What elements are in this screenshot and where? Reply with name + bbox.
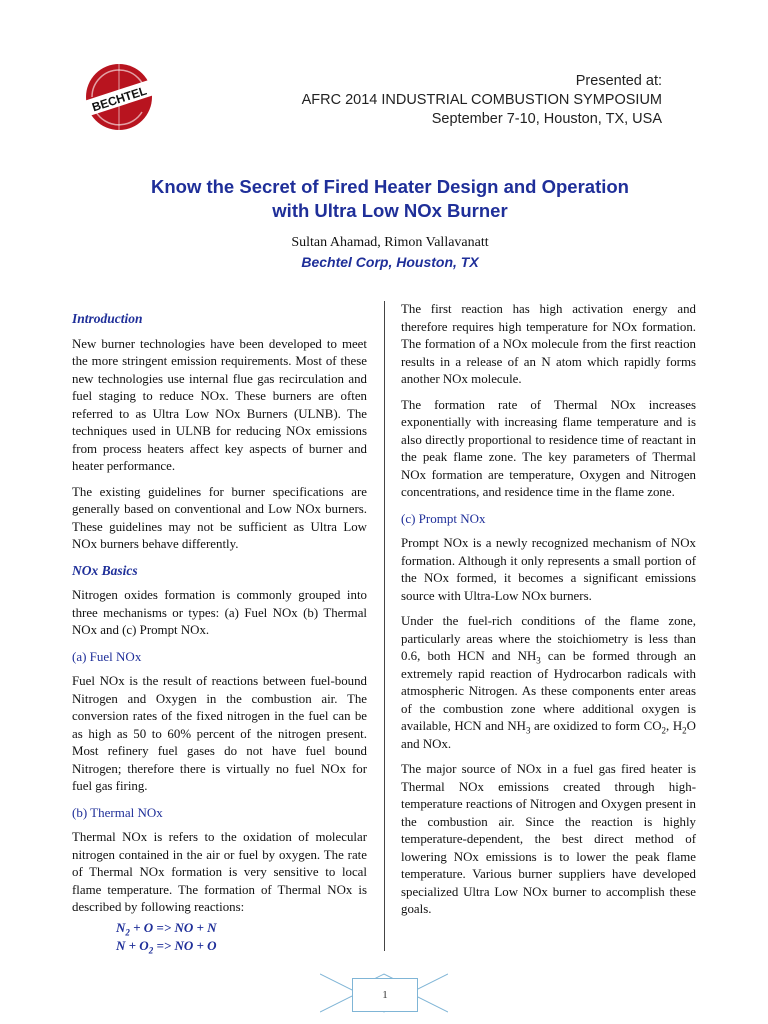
section-heading-nox-basics: NOx Basics — [72, 562, 138, 578]
paragraph: Thermal NOx is refers to the oxidation of molecular nitrogen contained in the air or fuel by oxygen. The rate of Thermal NOx formation is very sensitive to local flame temperature. The formation of Thermal NOx is described by following reactions: — [72, 830, 367, 914]
paragraph: Nitrogen oxides formation is commonly grouped into three mechanisms or types: (a) Fuel NOx (b) Thermal NOx and (c) Prompt NOx. — [72, 588, 367, 637]
symposium-name: AFRC 2014 INDUSTRIAL COMBUSTION SYMPOSIUM — [301, 92, 662, 108]
subsection-heading-fuel-nox: (a) Fuel NOx — [72, 648, 142, 664]
subsection-heading-thermal-nox: (b) Thermal NOx — [72, 804, 163, 820]
paragraph: The formation rate of Thermal NOx increases exponentially with increasing flame temperature and is also directly proportional to residence time of reactant in the peak flame zone. The key parameters of Thermal NOx formation are temperature, Oxygen and Nitrogen concentrations, and residence time in the flame zone. — [401, 397, 696, 499]
right-column — [401, 301, 696, 927]
affiliation: Bechtel Corp, Houston, TX — [301, 254, 479, 270]
paragraph: The major source of NOx in a fuel gas fired heater is Thermal NOx emissions created through high-temperature reactions of Nitrogen and Oxygen present in the combustion air. Since the reaction is highly temperature-dependent, the best direct method of lowering NOx emissions is to lower the peak flame temperature. Various burner suppliers have developed specialized Ultra Low NOx burner to accomplish these goals. — [401, 762, 696, 916]
presented-at-block — [302, 72, 662, 129]
paragraph: The first reaction has high activation energy and therefore requires high temperature for NOx formation. The formation of a NOx molecule from the first reaction results in a release of an N atom which rapidly forms another NOx molecule. — [401, 302, 696, 386]
paragraph: The existing guidelines for burner specifications are generally based on conventional and Low NOx burners. These guidelines may not be sufficient as Ultra Low NOx burners behave differently. — [72, 484, 367, 551]
paragraph-chemistry: Under the fuel-rich conditions of the flame zone, particularly areas where the stoichiometry is less than 0.6, both HCN and $NH_3$ can be formed through an extremely rapid reaction of Hydrocarbon radicals with atmospheric Nitrogen. As these components enter areas of the combustion zone where additional oxygen is available, HCN and $NH_3$ are oxidized to form $CO_2$, $H_2O$ and NOx. — [401, 614, 697, 751]
page-number: 1 — [352, 978, 418, 1012]
presented-at-label: Presented at: — [575, 73, 662, 89]
paragraph: New burner technologies have been developed to meet the more stringent emission requirements. Most of these new technologies use internal flue gas recirculation and fuel staging to reduce NOx. These burners are often referred to as Ultra Low NOx Burners (ULNB). The techniques used in ULNB for reducing NOx emissions from process heaters affect key aspects of burner and heater performance. — [72, 336, 367, 473]
reaction-equation-1: $N_2 + O$ => NO + N — [116, 919, 217, 938]
paper-title — [60, 175, 720, 223]
column-divider — [384, 301, 385, 951]
left-column — [72, 310, 367, 955]
reaction-equation-2: $N + O_2$ => NO + O — [116, 937, 217, 956]
symposium-date-location: September 7-10, Houston, TX, USA — [431, 111, 662, 127]
paragraph: Prompt NOx is a newly recognized mechanism of NOx formation. Although it only represents a small portion of the NOx formed, it becomes a significant emissions source with Ultra-Low NOx burners. — [401, 536, 696, 603]
bechtel-logo — [82, 60, 156, 134]
title-line-1: Know the Secret of Fired Heater Design and Operation — [150, 176, 629, 197]
subsection-heading-prompt-nox: (c) Prompt NOx — [401, 510, 486, 526]
section-heading-introduction: Introduction — [72, 311, 143, 326]
svg-text:BECHTEL: BECHTEL — [90, 83, 149, 115]
authors: Sultan Ahamad, Rimon Vallavanatt — [291, 235, 489, 250]
paragraph: Fuel NOx is the result of reactions between fuel-bound Nitrogen and Oxygen in the combustion air. The conversion rates of the fixed nitrogen in the fuel can be as high as 50 to 60% percent of the nitrogen present. Most refinery fuel gases do not have fuel bound Nitrogen; therefore there is virtually no fuel NOx for fuel gas firing. — [72, 674, 367, 793]
title-line-2: with Ultra Low NOx Burner — [272, 200, 508, 221]
